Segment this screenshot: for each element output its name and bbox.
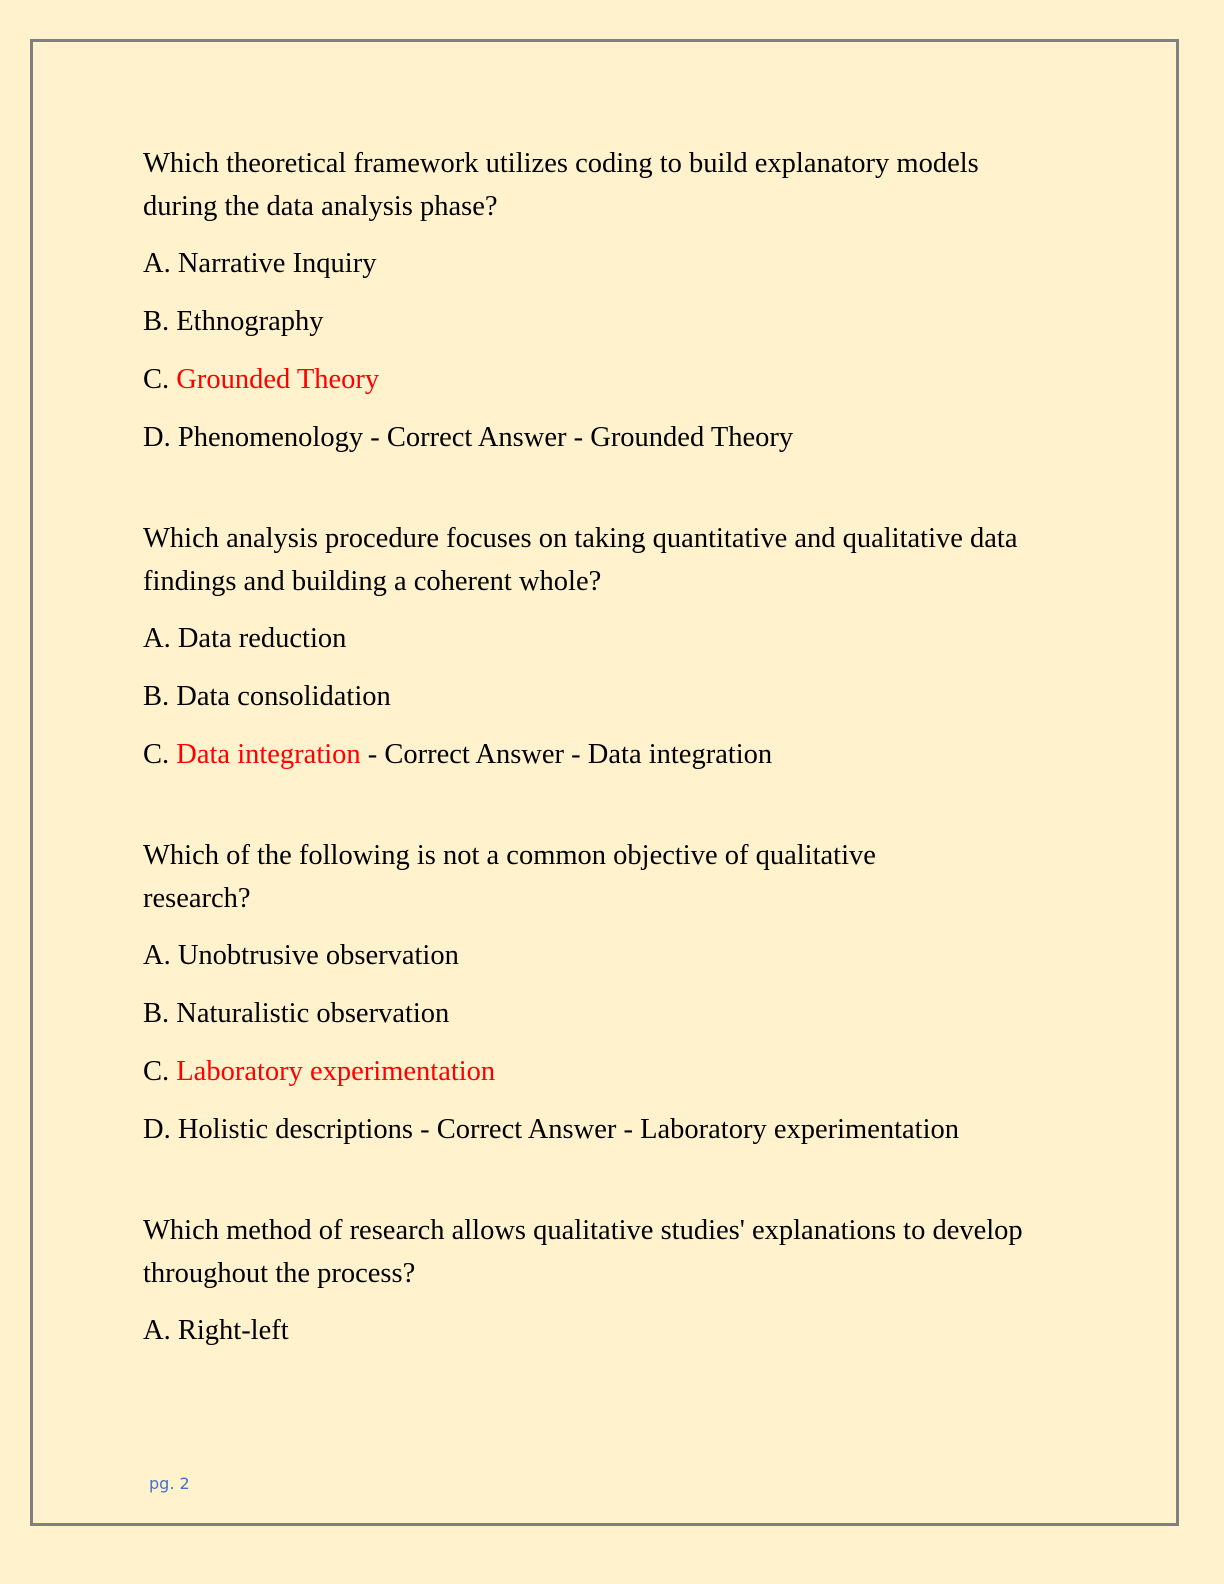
question-2-option-b: B. Data consolidation [143, 681, 391, 712]
question-1-option-c: C. Grounded Theory [143, 364, 380, 395]
question-block-4 [143, 1209, 1103, 1352]
question-block-3 [143, 834, 1103, 1151]
question-2-text: Which analysis procedure focuses on taking quantitative and qualitative data findings and building a coherent whole? [143, 523, 1018, 597]
question-1-option-d: D. Phenomenology - Correct Answer - Grounded Theory [143, 422, 794, 453]
question-4-option-a: A. Right-left [143, 1315, 289, 1346]
highlighted-answer: Grounded Theory [176, 364, 380, 395]
question-3-option-d: D. Holistic descriptions - Correct Answer - Laboratory experimentation [143, 1114, 960, 1145]
page-number: pg. 2 [149, 1474, 190, 1493]
question-4-text: Which method of research allows qualitative studies' explanations to develop throughout the process? [143, 1215, 1023, 1289]
question-2-option-c: C. Data integration - Correct Answer - Data integration [143, 739, 773, 770]
question-2-option-a: A. Data reduction [143, 623, 347, 654]
question-3-text: Which of the following is not a common objective of qualitative research? [143, 840, 876, 914]
question-block-1 [143, 142, 1103, 459]
highlighted-answer: Laboratory experimentation [176, 1056, 496, 1087]
correct-answer-note: - Correct Answer - Data integration [360, 739, 773, 770]
question-block-2 [143, 517, 1103, 776]
question-3-option-c: C. Laboratory experimentation [143, 1056, 496, 1087]
correct-answer-note: - Correct Answer - Laboratory experimentation [412, 1114, 960, 1145]
question-1-text: Which theoretical framework utilizes coding to build explanatory models during the data analysis phase? [143, 148, 979, 222]
document-content [143, 142, 1103, 1352]
question-1-option-a: A. Narrative Inquiry [143, 248, 377, 279]
question-3-option-a: A. Unobtrusive observation [143, 940, 459, 971]
question-1-option-b: B. Ethnography [143, 306, 324, 337]
correct-answer-note: - Correct Answer - Grounded Theory [363, 422, 794, 453]
highlighted-answer: Data integration [176, 739, 361, 770]
question-3-option-b: B. Naturalistic observation [143, 998, 450, 1029]
